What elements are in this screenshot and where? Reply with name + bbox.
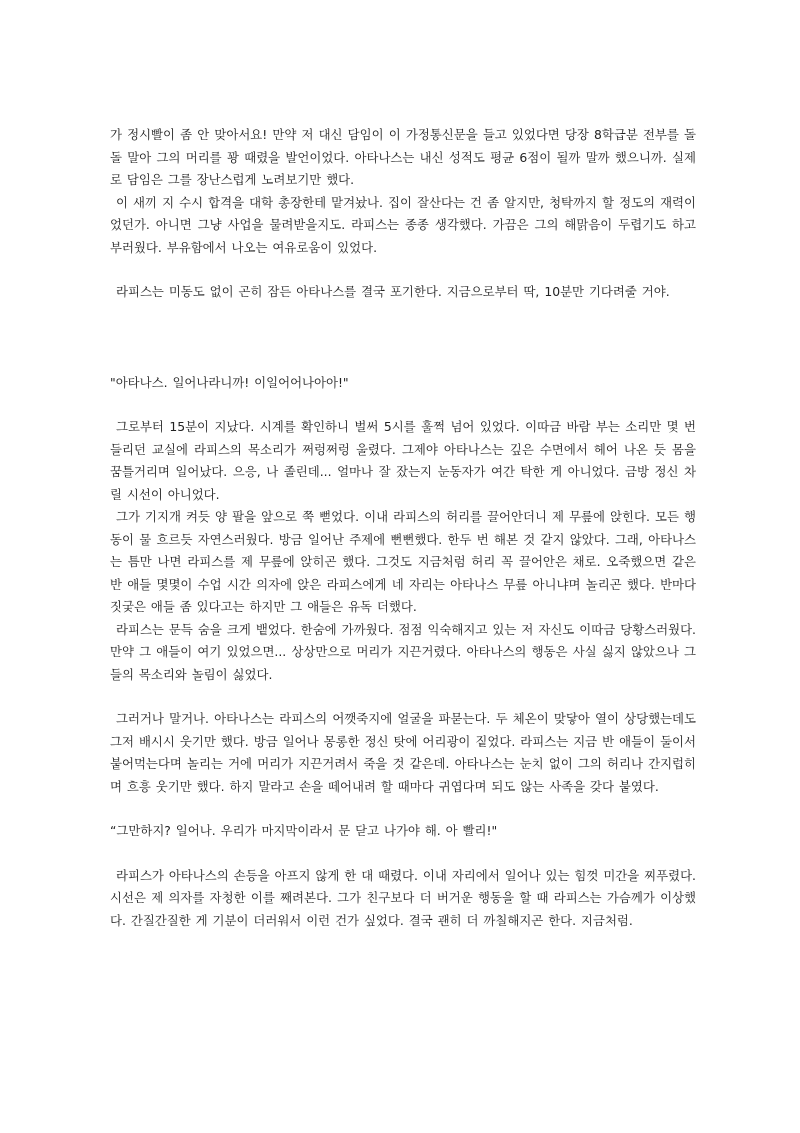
section-gap <box>110 304 696 372</box>
dialogue-2: “그만하지? 일어나. 우리가 마지막이라서 문 닫고 나가야 해. 아 빨리!" <box>110 823 498 838</box>
dialogue-1: "아타나스. 일어나라니까! 이일어어나아아!" <box>110 374 349 390</box>
paragraph-7: 그러거나 말거나. 아타나스는 라피스의 어깻죽지에 얼굴을 파묻는다. 두 체온이 맞닿아 열이 상당했는데도 그저 배시시 웃기만 했다. 방금 일어나 몽롱한 정신 탓에 어리광이 짙었다. 라피스는 지금 반 애들이 둘이서 붙어먹는다며 놀리는 거에 머리가 지끈거려서 죽을 것 같은데. 아타나스는 눈치 없이 그의 허리나 간지럽히며 흐흥 웃기만 했다. 하지 말라고 손을 떼어내려 할 때마다 귀엽다며 되도 않는 사족을 갖다 붙였다. <box>110 711 696 794</box>
paragraph-1: 가 정시빨이 좀 안 맞아서요! 만약 저 대신 담임이 이 가정통신문을 들고 있었다면 당장 8학급분 전부를 돌돌 말아 그의 머리를 꽝 때렸을 발언이었다. 아타나스는 내신 성적도 평균 6점이 될까 말까 했으니까. 실제로 담임은 그를 장난스럽게 노려보기만 했다. <box>110 127 696 187</box>
paragraph-5: 그가 기지개 켜듯 양 팔을 앞으로 쭉 뻗었다. 이내 라피스의 허리를 끌어안더니 제 무릎에 앉힌다. 모든 행동이 물 흐르듯 자연스러웠다. 방금 일어난 주제에 뻔뻔했다. 한두 번 해본 것 같지 않았다. 그래, 아타나스는 틈만 나면 라피스를 제 무릎에 앉히곤 했다. 그것도 지금처럼 허리 꼭 끌어안은 채로. 오죽했으면 같은 반 애들 몇몇이 수업 시간 의자에 앉은 라피스에게 네 자리는 아타나스 무릎 아니냐며 놀리곤 했다. 반마다 짓궂은 애들 좀 있다고는 하지만 그 애들은 유독 더했다. <box>110 509 696 614</box>
paragraph-8: 라피스가 아타나스의 손등을 아프지 않게 한 대 때렸다. 이내 자리에서 일어나 있는 힘껏 미간을 찌푸렸다. 시선은 제 의자를 자청한 이를 째려본다. 그가 친구보다 더 버거운 행동을 할 때 라피스는 가슴께가 이상했다. 간질간질한 게 기분이 더러워서 이런 건가 싶었다. 결국 괜히 더 까칠해지곤 한다. 지금처럼. <box>110 867 696 928</box>
paragraph-gap <box>110 394 696 416</box>
paragraph-gap <box>110 843 696 865</box>
paragraph-4: 그로부터 15분이 지났다. 시계를 확인하니 벌써 5시를 훌쩍 넘어 있었다. 이따금 바람 부는 소리만 몇 번 들리던 교실에 라피스의 목소리가 쩌렁쩌렁 울렸다. 그제야 아타나스는 깊은 수면에서 헤어 나온 듯 몸을 꿈틀거리며 일어났다. 으응, 나 졸린데... 얼마나 잘 잤는지 눈동자가 여간 탁한 게 아니었다. 금방 정신 차릴 시선이 아니었다. <box>110 419 696 502</box>
body-text <box>110 124 696 932</box>
paragraph-gap <box>110 259 696 281</box>
paragraph-6: 라피스는 문득 숨을 크게 뱉었다. 한숨에 가까웠다. 점점 익숙해지고 있는 저 자신도 이따금 당황스러웠다. 만약 그 애들이 여기 있었으면... 상상만으로 머리가 지끈거렸다. 아타나스의 행동은 사실 싫지 않았으나 그들의 목소리와 놀림이 싫었다. <box>110 621 696 682</box>
paragraph-2: 이 새끼 지 수시 합격을 대학 총장한테 맡겨놨나. 집이 잘산다는 건 좀 알지만, 청탁까지 할 정도의 재력이었던가. 아니면 그냥 사업을 물려받을지도. 라피스는 종종 생각했다. 가끔은 그의 해맑음이 두렵기도 하고 부러웠다. 부유함에서 나오는 여유로움이 있었다. <box>110 194 696 255</box>
paragraph-3: 라피스는 미동도 없이 곤히 잠든 아타나스를 결국 포기한다. 지금으로부터 딱, 10분만 기다려줄 거야. <box>116 284 670 299</box>
paragraph-gap <box>110 686 696 708</box>
paragraph-gap <box>110 798 696 820</box>
